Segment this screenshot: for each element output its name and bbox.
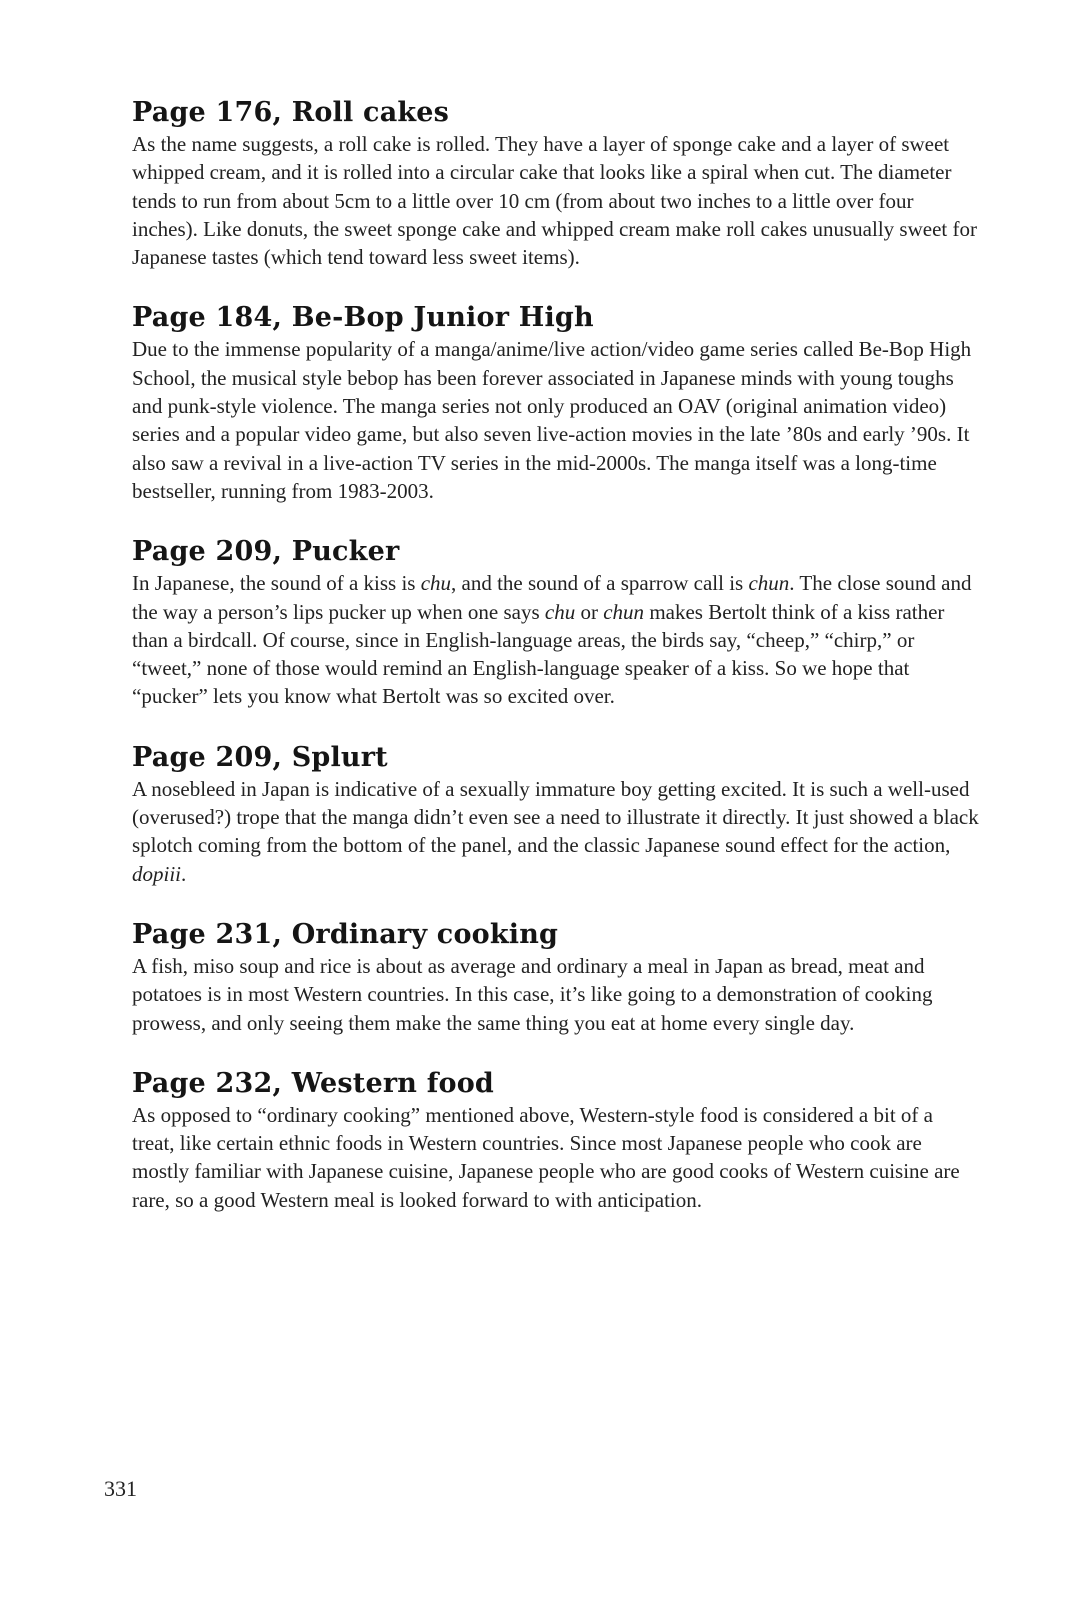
- note-heading: Page 184, Be-Bop Junior High: [132, 302, 594, 334]
- note-text: , and the sound of a sparrow call is: [451, 571, 749, 596]
- note-body: A fish, miso soup and rice is about as average and ordinary a meal in Japan as bread, meat and potatoes is in most Western countries. In this case, it’s like going to a demonstration of cooking prowess, and only seeing them make the same thing you eat at home every single day.: [132, 953, 933, 1035]
- note-text: In Japanese, the sound of a kiss is: [132, 571, 421, 596]
- page-number: 331: [104, 1476, 137, 1501]
- note-text: .: [181, 861, 187, 886]
- note-heading: Page 209, Pucker: [132, 536, 400, 568]
- note-text: A nosebleed in Japan is indicative of a sexually immature boy getting excited. It is such a well-used (overused?) trope that the manga didn’t even see a need to illustrate it directly. It just showed a black splotch coming from the bottom of the panel, and the classic Japanese sound effect for the action,: [132, 776, 979, 858]
- note-italic-term: chun: [603, 599, 645, 624]
- note-heading: Page 231, Ordinary cooking: [132, 918, 559, 950]
- note-body: [132, 775, 980, 888]
- note-text: makes Bertolt think of a kiss rather than a birdcall. Of course, since in English-language areas, the birds say, “cheep,” “chirp,” or “tweet,” none of those would remind an English-language speaker of a kiss. So we hope that “pucker” lets you know what Bertolt was so excited over.: [132, 599, 945, 709]
- note-be-bop-junior-high: [132, 301, 980, 505]
- note-body: [132, 569, 980, 710]
- note-body: Due to the immense popularity of a manga/anime/live action/video game series called Be-Bop High School, the musical style bebop has been forever associated in Japanese minds with young toughs and punk-style violence. The manga series not only produced an OAV (original animation video) series and a popular video game, but also seven live-action movies in the late ’80s and early ’90s. It also saw a revival in a live-action TV series in the mid-2000s. The manga itself was a long-time bestseller, running from 1983-2003.: [132, 337, 972, 503]
- note-western-food: [132, 1067, 980, 1214]
- note-italic-term: chun: [748, 571, 790, 596]
- note-body: As opposed to “ordinary cooking” mentioned above, Western-style food is considered a bit of a treat, like certain ethnic foods in Western countries. Since most Japanese people who cook are mostly familiar with Japanese cuisine, Japanese people who are good cooks of Western cuisine are rare, so a good Western meal is looked forward to with anticipation.: [132, 1102, 960, 1212]
- note-roll-cakes: [132, 96, 980, 271]
- note-body: As the name suggests, a roll cake is rolled. They have a layer of sponge cake and a layer of sweet whipped cream, and it is rolled into a circular cake that looks like a spiral when cut. The diameter tends to run from about 5cm to a little over 10 cm (from about two inches to a little over four inches). Like donuts, the sweet sponge cake and whipped cream make roll cakes unusually sweet for Japanese tastes (which tend toward less sweet items).: [132, 132, 977, 270]
- note-heading: Page 232, Western food: [132, 1067, 495, 1099]
- notes-page: [132, 96, 980, 1244]
- note-pucker: [132, 535, 980, 710]
- note-italic-term: dopiii: [132, 861, 182, 886]
- note-heading: Page 176, Roll cakes: [132, 97, 450, 128]
- note-ordinary-cooking: [132, 918, 980, 1037]
- note-splurt: [132, 741, 980, 888]
- note-italic-term: chu: [420, 571, 452, 596]
- note-heading: Page 209, Splurt: [132, 741, 388, 773]
- note-text: . The close sound and the way a person’s lips pucker up when one says: [132, 571, 972, 624]
- note-italic-term: chu: [544, 599, 576, 624]
- note-text: or: [575, 599, 604, 624]
